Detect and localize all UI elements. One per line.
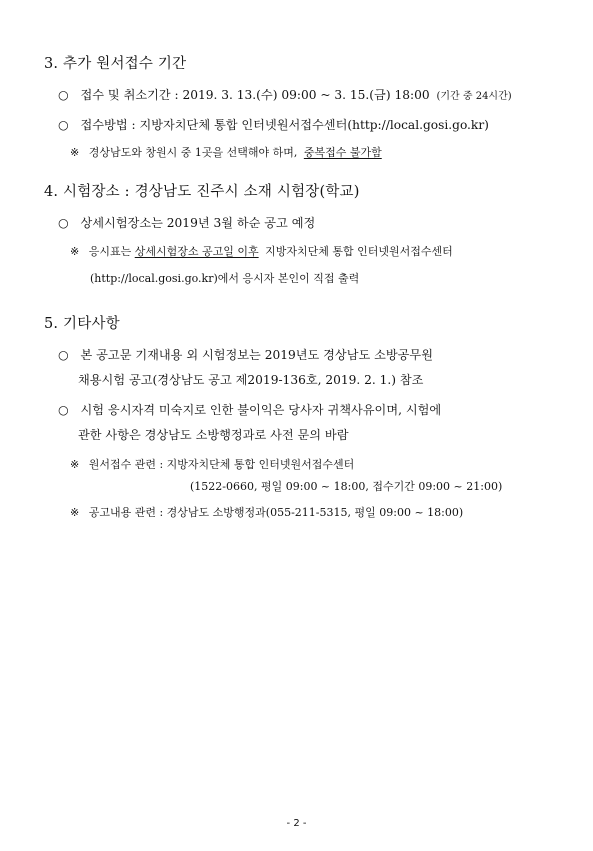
note-text: 공고내용 관련 : 경상남도 소방행정과(055-211-5315, 평일 09:00 ~ 18:00): [88, 506, 464, 519]
item-text: 본 공고문 기재내용 외 시험정보는 2019년도 경상남도 소방공무원: [80, 348, 433, 362]
note-text: 원서접수 관련 : 지방자치단체 통합 인터넷원서접수센터: [88, 458, 355, 471]
note-text: 지방자치단체 통합 인터넷원서접수센터: [265, 245, 453, 258]
section-3-item-1: [58, 86, 512, 103]
section-5-note-2: [70, 504, 463, 520]
section-5-item-2-cont: 관한 사항은 경상남도 소방행정과로 사전 문의 바람: [78, 428, 349, 442]
section-5-item-1-cont: 채용시험 공고(경상남도 공고 제2019-136호, 2019. 2. 1.) 참조: [78, 373, 424, 387]
bullet-circle: ○: [58, 88, 69, 102]
bullet-circle: ○: [58, 216, 69, 230]
section-4-heading: 4. 시험장소 : 경상남도 진주시 소재 시험장(학교): [44, 184, 360, 200]
reference-mark: ※: [70, 146, 80, 159]
note-text: 경상남도와 창원시 중 1곳을 선택해야 하며,: [88, 146, 298, 159]
bullet-circle: ○: [58, 403, 69, 417]
page-number: - 2 -: [286, 818, 307, 829]
section-5-item-1: [58, 346, 433, 363]
section-5-item-2: [58, 401, 441, 418]
item-text: 접수방법 : 지방자치단체 통합 인터넷원서접수센터(http://local.gosi.go.kr): [80, 118, 489, 132]
reference-mark: ※: [70, 506, 80, 519]
section-3-item-2: [58, 116, 489, 133]
section-3-heading: 3. 추가 원서접수 기간: [44, 56, 187, 72]
bullet-circle: ○: [58, 118, 69, 132]
section-4-note-1-cont: (http://local.gosi.go.kr)에서 응시자 본인이 직접 출력: [90, 272, 360, 285]
item-text: 접수 및 취소기간 : 2019. 3. 13.(수) 09:00 ~ 3. 15.(금) 18:00: [80, 88, 430, 102]
reference-mark: ※: [70, 245, 80, 258]
item-text: 시험 응시자격 미숙지로 인한 불이익은 당사자 귀책사유이며, 시험에: [80, 403, 442, 417]
section-5-note-1-cont: (1522-0660, 평일 09:00 ~ 18:00, 접수기간 09:00 ~ 21:00): [190, 480, 503, 493]
item-note: (기간 중 24시간): [436, 91, 512, 102]
section-4-item-1: [58, 214, 315, 231]
note-prefix: 응시표는: [88, 245, 132, 258]
section-5-heading: 5. 기타사항: [44, 316, 120, 332]
note-underlined: 중복접수 불가함: [303, 146, 382, 159]
item-text: 상세시험장소는 2019년 3월 하순 공고 예정: [80, 216, 316, 230]
bullet-circle: ○: [58, 348, 69, 362]
section-3-note-1: [70, 144, 382, 160]
reference-mark: ※: [70, 458, 80, 471]
section-4-note-1: [70, 243, 453, 259]
note-underlined: 상세시험장소 공고일 이후: [134, 245, 259, 258]
section-5-note-1: [70, 456, 354, 472]
